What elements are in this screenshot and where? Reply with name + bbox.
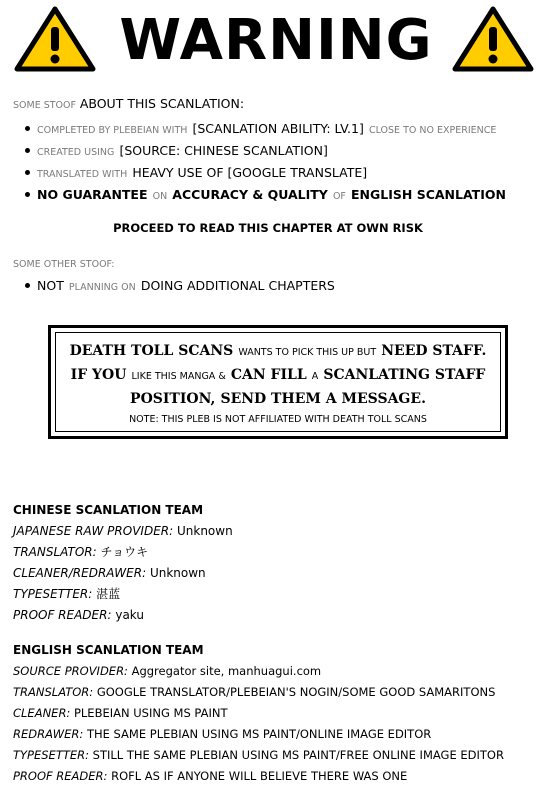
other-heading: SOME OTHER STOOF: xyxy=(13,259,115,270)
notice-line-3: POSITION, SEND THEM A MESSAGE. xyxy=(130,391,426,407)
notice-line-2: IF YOU LIKE THIS MANGA & CAN FILL A SCANLATING STAFF xyxy=(70,367,486,383)
credit-row: TYPESETTER: STILL THE SAME PLEBIAN USING MS PAINT/FREE ONLINE IMAGE EDITOR xyxy=(13,748,504,762)
affiliation-note: NOTE: THIS PLEB IS NOT AFFILIATED WITH DEATH TOLL SCANS xyxy=(129,414,427,425)
credit-row: CLEANER/REDRAWER: Unknown xyxy=(13,566,206,580)
proceed-warning: PROCEED TO READ THIS CHAPTER AT OWN RISK xyxy=(113,221,423,235)
credit-row: CLEANER: PLEBEIAN USING MS PAINT xyxy=(13,706,228,720)
chinese-team-heading: CHINESE SCANLATION TEAM xyxy=(13,503,204,517)
staff-notice-box xyxy=(48,325,508,439)
about-list xyxy=(22,117,506,205)
warning-title: WARNING xyxy=(119,8,433,73)
chinese-team-section xyxy=(13,500,233,626)
credit-row: SOURCE PROVIDER: Aggregator site, manhuagui.com xyxy=(13,664,322,678)
warning-triangle-icon xyxy=(452,6,534,72)
credit-row: REDRAWER: THE SAME PLEBIAN USING MS PAINT/ONLINE IMAGE EDITOR xyxy=(13,727,432,741)
credit-row: PROOF READER: ROFL AS IF ANYONE WILL BELIEVE THERE WAS ONE xyxy=(13,769,408,783)
list-item: NO GUARANTEE ON ACCURACY & QUALITY OF ENGLISH SCANLATION xyxy=(22,183,506,205)
english-team-section xyxy=(13,640,504,787)
credit-row: JAPANESE RAW PROVIDER: Unknown xyxy=(13,524,233,538)
list-item: COMPLETED BY PLEBEIAN WITH [SCANLATION ABILITY: LV.1] CLOSE TO NO EXPERIENCE xyxy=(22,117,506,139)
about-heading: SOME STOOF ABOUT THIS SCANLATION: xyxy=(13,96,245,111)
list-item: CREATED USING [SOURCE: CHINESE SCANLATION] xyxy=(22,139,506,161)
credit-row: TRANSLATOR: GOOGLE TRANSLATOR/PLEBEIAN'S NOGIN/SOME GOOD SAMARITONS xyxy=(13,685,496,699)
other-list xyxy=(22,274,335,296)
list-item: TRANSLATED WITH HEAVY USE OF [GOOGLE TRANSLATE] xyxy=(22,161,506,183)
credit-row: TYPESETTER: 湛蓝 xyxy=(13,587,121,601)
notice-line-1: DEATH TOLL SCANS WANTS TO PICK THIS UP BUT NEED STAFF. xyxy=(69,343,487,359)
warning-triangle-icon xyxy=(14,6,96,72)
warning-header xyxy=(0,0,552,80)
list-item: NOT PLANNING ON DOING ADDITIONAL CHAPTERS xyxy=(22,274,335,296)
credit-row: PROOF READER: yaku xyxy=(13,608,144,622)
credit-row: TRANSLATOR: チョウキ xyxy=(13,545,149,559)
english-team-heading: ENGLISH SCANLATION TEAM xyxy=(13,643,204,657)
